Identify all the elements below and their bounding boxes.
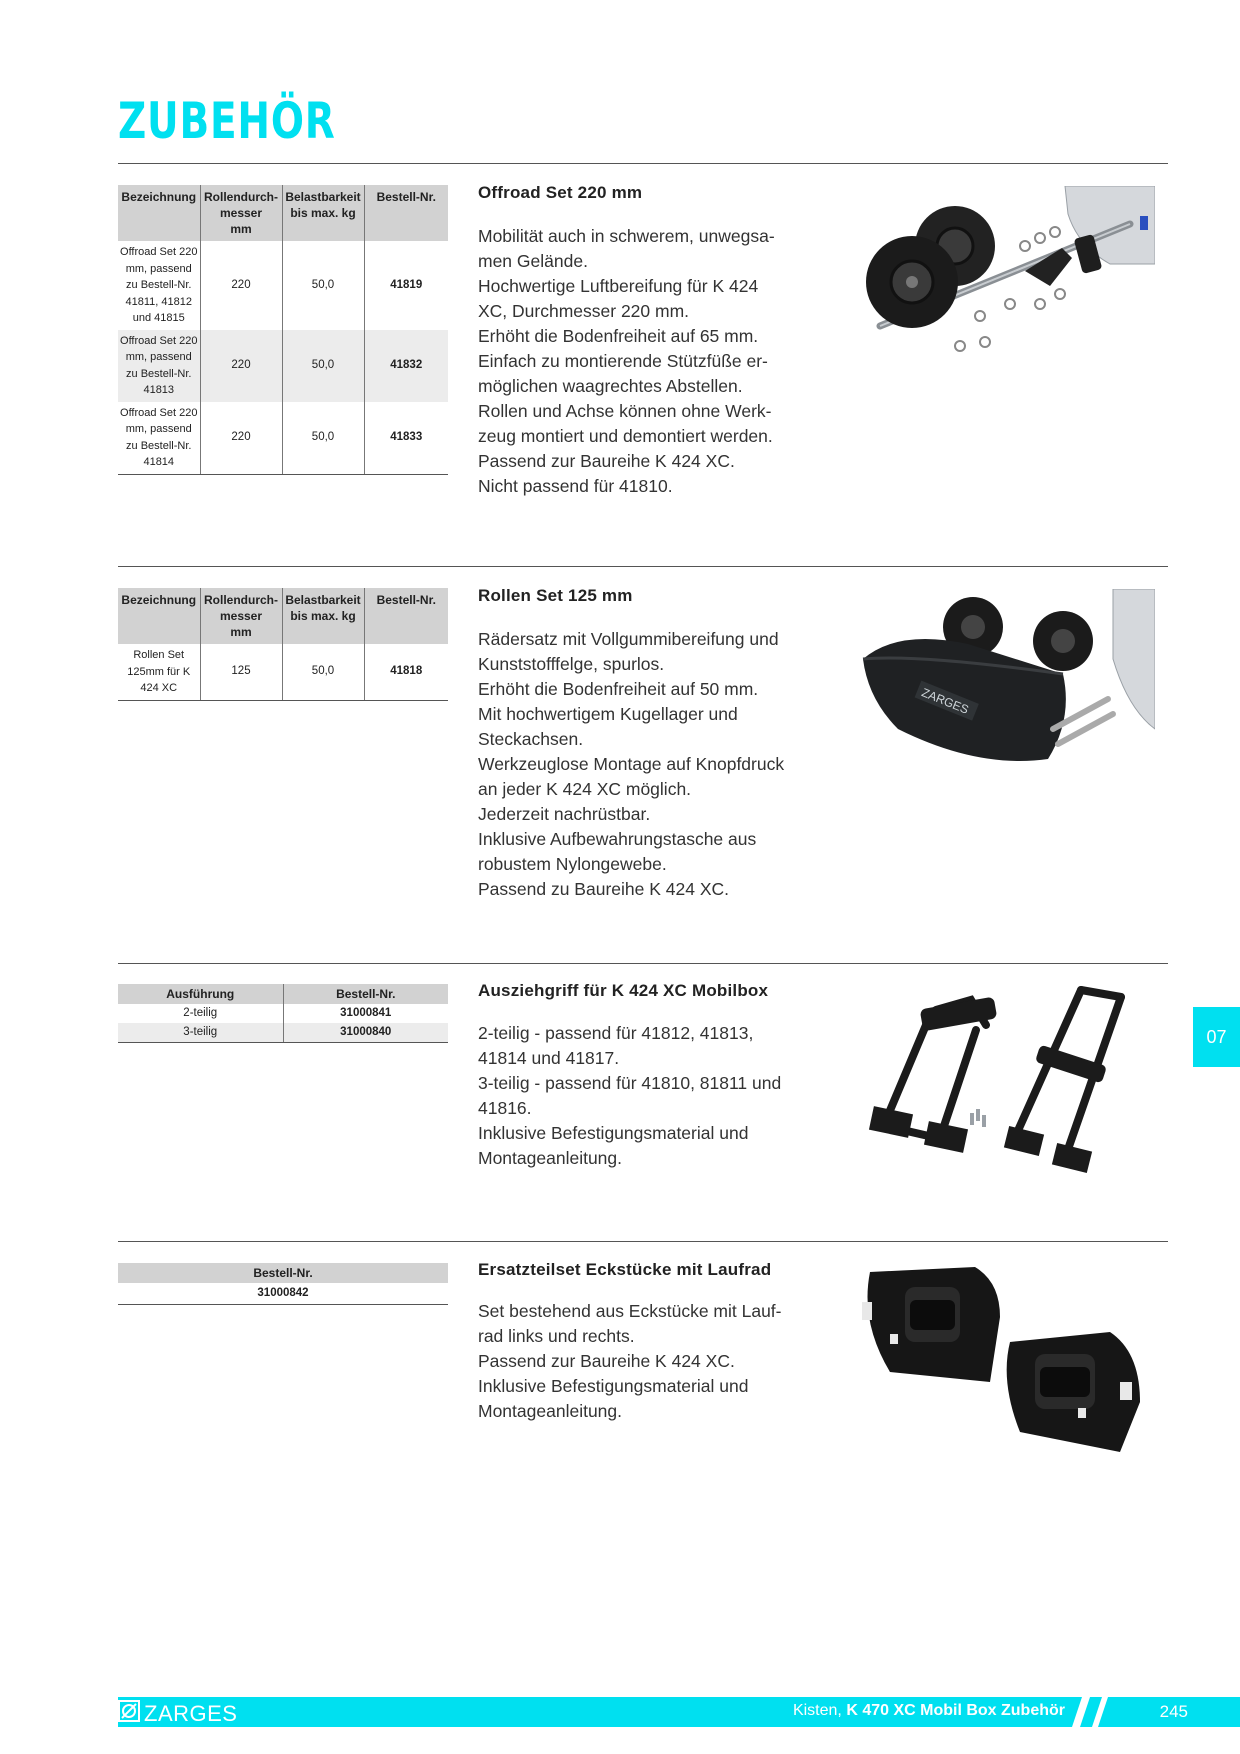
table-cell-bestell-nr: 41818	[364, 644, 448, 700]
table-header-rollendurchmesser: Rollendurch- messer mm	[200, 588, 282, 644]
table-header-bestell-nr: Bestell-Nr.	[364, 588, 448, 644]
table-header-belastbarkeit: Belastbarkeit bis max. kg	[282, 588, 364, 644]
table-header-bestell-nr: Bestell-Nr.	[364, 185, 448, 241]
footer-logo-text: ZARGES	[144, 1700, 238, 1726]
description-line: Erhöht die Bodenfreiheit auf 50 mm.	[478, 679, 759, 699]
table-row	[118, 1023, 448, 1043]
table-row	[118, 1283, 448, 1305]
offroad-set-image	[850, 186, 1155, 376]
description-line: XC, Durchmesser 220 mm.	[478, 301, 690, 321]
description-line: Erhöht die Bodenfreiheit auf 65 mm.	[478, 326, 759, 346]
page-title: ZUBEHÖR	[118, 92, 336, 150]
table-cell-belastbarkeit: 50,0	[282, 241, 364, 330]
table-cell-belastbarkeit: 50,0	[282, 330, 364, 402]
description-line: Hochwertige Luftbereifung für K 424	[478, 276, 759, 296]
section-divider	[118, 163, 1168, 164]
description-line: zeug montiert und demontiert werden.	[478, 426, 773, 446]
footer-breadcrumb-title: K 470 XC Mobil Box Zubehör	[846, 1702, 1065, 1719]
table-cell-belastbarkeit: 50,0	[282, 644, 364, 700]
table-header-bezeichnung: Bezeichnung	[118, 185, 200, 241]
description-line: Werkzeuglose Montage auf Knopfdruck	[478, 754, 785, 774]
table-cell-bestell-nr: 31000840	[283, 1023, 448, 1043]
description-line: Inklusive Befestigungsmaterial und	[478, 1123, 749, 1143]
ersatzteilset-image	[850, 1262, 1150, 1462]
description-line: an jeder K 424 XC möglich.	[478, 779, 692, 799]
table-cell-bestell-nr: 41833	[364, 402, 448, 475]
table-cell-durchmesser: 220	[200, 330, 282, 402]
section-title-ausziehgriff: Ausziehgriff für K 424 XC Mobilbox	[478, 981, 769, 1000]
description-line: Jederzeit nachrüstbar.	[478, 804, 651, 824]
table-header-bezeichnung: Bezeichnung	[118, 588, 200, 644]
table-cell-bezeichnung: Offroad Set 220 mm, passend zu Bestell-Nr. 41811, 41812 und 41815	[120, 246, 198, 324]
section-divider	[118, 1241, 1168, 1242]
ausziehgriff-spec-table	[118, 984, 448, 1043]
table-header-rollendurchmesser: Rollendurch- messer mm	[200, 185, 282, 241]
table-cell-durchmesser: 220	[200, 402, 282, 475]
description-line: Montageanleitung.	[478, 1148, 622, 1168]
table-cell-bestell-nr: 41819	[364, 241, 448, 330]
description-line: Rädersatz mit Vollgummibereifung und	[478, 629, 779, 649]
table-header-bestell-nr: Bestell-Nr.	[283, 984, 448, 1004]
footer-breadcrumb-prefix: Kisten,	[792, 1702, 847, 1719]
table-row	[118, 402, 448, 475]
table-row	[118, 1004, 448, 1023]
footer-breadcrumb	[793, 1702, 1065, 1720]
description-line: Einfach zu montierende Stützfüße er-	[478, 351, 768, 371]
ausziehgriff-image	[866, 985, 1146, 1175]
table-cell-durchmesser: 220	[200, 241, 282, 330]
table-cell-bezeichnung: Offroad Set 220 mm, passend zu Bestell-Nr. 41813	[118, 330, 200, 402]
description-line: Passend zu Baureihe K 424 XC.	[478, 879, 729, 899]
section-divider	[118, 963, 1168, 964]
table-header-bestell-nr: Bestell-Nr.	[118, 1263, 448, 1283]
description-line: Passend zur Baureihe K 424 XC.	[478, 1351, 735, 1371]
rollen-description	[478, 627, 818, 902]
description-line: Mit hochwertigem Kugellager und	[478, 704, 738, 724]
table-cell-durchmesser: 125	[200, 644, 282, 700]
rollen-set-image	[858, 589, 1155, 779]
description-line: Passend zur Baureihe K 424 XC.	[478, 451, 735, 471]
table-cell-bezeichnung: Offroad Set 220 mm, passend zu Bestell-Nr. 41814	[118, 402, 200, 475]
zarges-logo	[118, 1700, 237, 1727]
section-title-ersatzteilset: Ersatzteilset Eckstücke mit Laufrad	[478, 1260, 772, 1279]
ausziehgriff-description	[478, 1021, 818, 1171]
description-line: rad links und rechts.	[478, 1326, 635, 1346]
page-footer	[118, 1697, 1240, 1727]
table-row	[118, 241, 448, 330]
section-divider	[118, 566, 1168, 567]
description-line: Rollen und Achse können ohne Werk-	[478, 401, 772, 421]
table-cell-ausfuehrung: 2-teilig	[183, 1007, 218, 1019]
footer-slash-icon	[1058, 1697, 1108, 1727]
description-line: Nicht passend für 41810.	[478, 476, 673, 496]
description-line: 2-teilig - passend für 41812, 41813,	[478, 1023, 754, 1043]
table-cell-bestell-nr: 31000842	[118, 1283, 448, 1305]
description-line: Steckachsen.	[478, 729, 584, 749]
rollen-spec-table	[118, 588, 448, 701]
description-line: 41816.	[478, 1098, 532, 1118]
description-line: 41814 und 41817.	[478, 1048, 620, 1068]
bag-brand-label: ZARGES	[919, 685, 971, 717]
zarges-logo-icon	[118, 1700, 140, 1727]
description-line: Set bestehend aus Eckstücke mit Lauf-	[478, 1301, 782, 1321]
section-title-rollen-set: Rollen Set 125 mm	[478, 586, 633, 605]
table-row	[118, 644, 448, 700]
table-header-ausfuehrung: Ausführung	[118, 984, 283, 1004]
table-cell-bestell-nr: 31000841	[283, 1004, 448, 1023]
description-line: 3-teilig - passend für 41810, 81811 und	[478, 1073, 782, 1093]
page-number: 245	[1159, 1702, 1188, 1721]
description-line: Kunststofffelge, spurlos.	[478, 654, 665, 674]
description-line: men Gelände.	[478, 251, 588, 271]
offroad-spec-table	[118, 185, 448, 475]
ersatzteilset-spec-table	[118, 1263, 448, 1305]
description-line: Inklusive Aufbewahrungstasche aus	[478, 829, 757, 849]
section-title-offroad-set: Offroad Set 220 mm	[478, 183, 643, 202]
chapter-tab: 07	[1193, 1007, 1240, 1067]
table-cell-belastbarkeit: 50,0	[282, 402, 364, 475]
table-header-belastbarkeit: Belastbarkeit bis max. kg	[282, 185, 364, 241]
table-cell-bestell-nr: 41832	[364, 330, 448, 402]
description-line: Inklusive Befestigungsmaterial und	[478, 1376, 749, 1396]
description-line: robustem Nylongewebe.	[478, 854, 667, 874]
table-cell-ausfuehrung: 3-teilig	[118, 1023, 283, 1043]
table-cell-bezeichnung: Rollen Set 125mm für K 424 XC	[118, 644, 200, 700]
table-row	[118, 330, 448, 402]
description-line: möglichen waagrechtes Abstellen.	[478, 376, 743, 396]
offroad-description	[478, 224, 818, 499]
ersatzteilset-description	[478, 1299, 818, 1424]
description-line: Montageanleitung.	[478, 1401, 622, 1421]
description-line: Mobilität auch in schwerem, unwegsa-	[478, 226, 775, 246]
